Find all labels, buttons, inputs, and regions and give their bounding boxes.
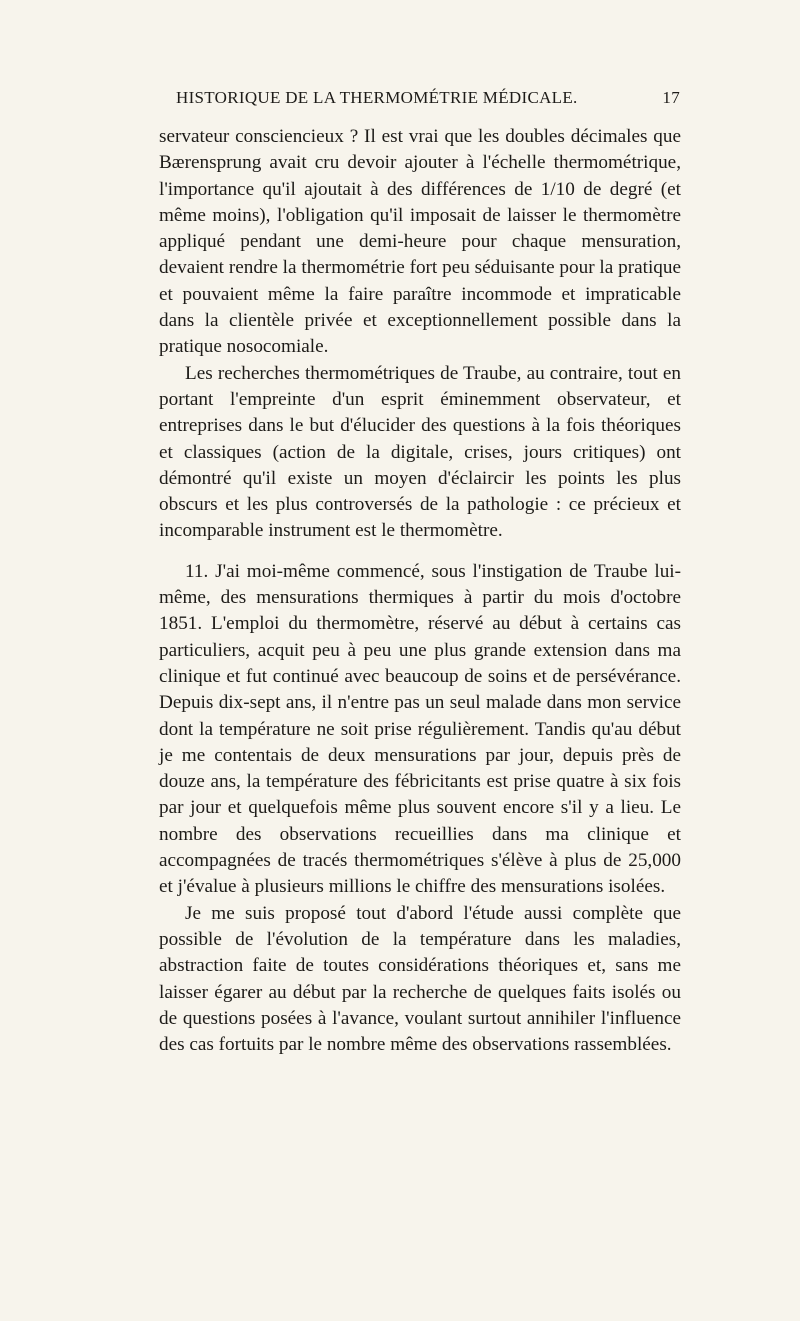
body-text xyxy=(159,124,681,1058)
running-head xyxy=(160,88,680,112)
paragraph-section-11 xyxy=(159,559,681,901)
running-title: HISTORIQUE DE LA THERMOMÉTRIE MÉDICALE. xyxy=(176,88,578,107)
section-11-text: J'ai moi-même commencé, sous l'instigation de Traube lui-même, des mensurations thermiques à partir du mois d'octobre 1851. L'emploi du thermomètre, réservé au début à certains cas particuliers, acquit peu à peu une plus grande extension dans ma clinique et fut continué avec beaucoup de soins et de persévérance. Depuis dix-sept ans, il n'entre pas un seul malade dans mon service dont la température ne soit prise régulièrement. Tandis qu'au début je me contentais de deux mensurations par jour, depuis près de douze ans, la température des fébricitants est prise quatre à six fois par jour et quelquefois même plus souvent encore s'il y a lieu. Le nombre des observations recueillies dans ma clinique et accompagnées de tracés thermométriques s'élève à plus de 25,000 et j'évalue à plusieurs millions le chiffre des mensurations isolées. xyxy=(159,560,682,898)
section-number: 11. xyxy=(185,560,209,582)
paragraph-traube: Les recherches thermométriques de Traube, au contraire, tout en portant l'empreinte d'un esprit éminemment observateur, et entreprises dans le but d'élucider des questions à la fois théoriques et classiques (action de la digitale, crises, jours critiques) ont démontré qu'il existe un moyen d'éclaircir les points les plus obscurs et les plus controversés de la pathologie : ce précieux et incomparable instrument est le thermomètre. xyxy=(159,362,681,542)
page-number: 17 xyxy=(662,88,680,107)
paragraph-study: Je me suis proposé tout d'abord l'étude aussi complète que possible de l'évolution de la température dans les maladies, abstraction faite de toutes considérations théoriques et, sans me laisser égarer au début par la recherche de quelques faits isolés ou de questions posées à l'avance, voulant surtout annihiler l'influence des cas fortuits par le nombre même des observations rassemblées. xyxy=(159,902,681,1056)
paragraph-continued: servateur consciencieux ? Il est vrai que les doubles décimales que Bærensprung avait cru devoir ajouter à l'échelle thermométrique, l'importance qu'il ajoutait à des différences de 1/10 de degré (et même moins), l'obligation qu'il imposait de laisser le thermomètre appliqué pendant une demi-heure pour chaque mensuration, devaient rendre la thermométrie fort peu séduisante pour la pratique et pouvaient même la faire paraître incommode et impraticable dans la clientèle privée et exceptionnellement possible dans la pratique nosocomiale. xyxy=(159,126,681,358)
